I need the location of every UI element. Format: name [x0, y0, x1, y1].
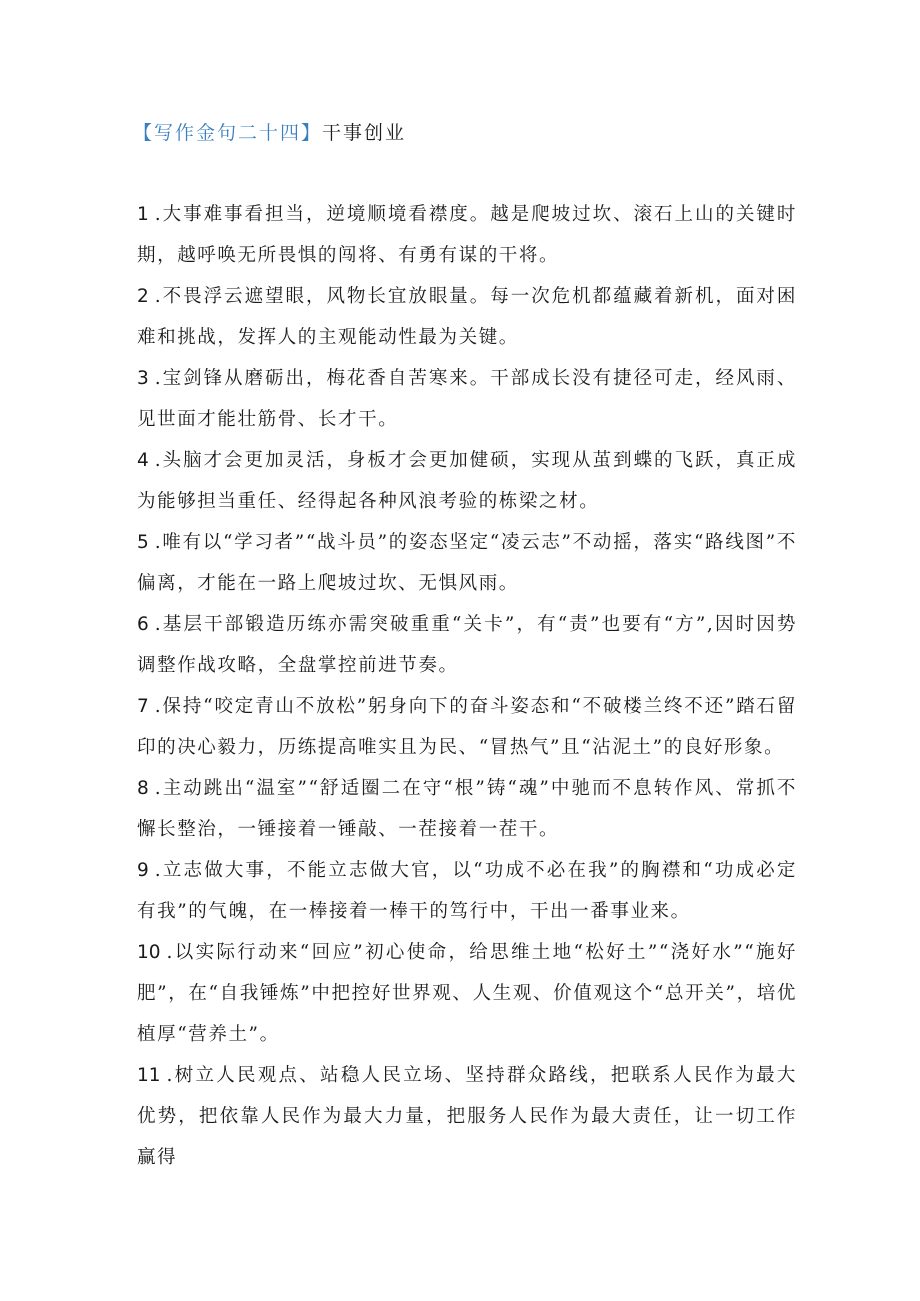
item-text: .保持“咬定青山不放松”躬身向下的奋斗姿态和“不破楼兰终不还”踏石留印的决心毅力，历练提高唯实且为民、“冒热气”且“沾泥土”的良好形象。 [137, 696, 797, 758]
list-item [137, 276, 797, 358]
list-item [137, 604, 797, 686]
item-text: .以实际行动来“回应”初心使命，给思维土地“松好土”“浇好水”“施好肥”，在“自我锤炼”中把控好世界观、人生观、价值观这个“总开关”，培优植厚“营养土”。 [137, 942, 797, 1045]
item-number: 6 [137, 614, 149, 635]
item-text: .头脑才会更加灵活，身板才会更加健硕，实现从茧到蝶的飞跃，真正成为能够担当重任、经得起各种风浪考验的栋梁之材。 [137, 450, 797, 512]
item-number: 2 [137, 286, 149, 307]
list-item [137, 686, 797, 768]
item-number: 8 [137, 778, 149, 799]
title-tag: 【写作金句二十四】 [133, 122, 323, 144]
item-number: 4 [137, 450, 149, 471]
list-item [137, 932, 797, 1055]
item-text: .大事难事看担当，逆境顺境看襟度。越是爬坡过坎、滚石上山的关键时期，越呼唤无所畏惧的闯将、有勇有谋的干将。 [137, 204, 797, 266]
item-text: .立志做大事，不能立志做大官，以“功成不必在我”的胸襟和“功成必定有我”的气魄，在一棒接着一棒干的笃行中，干出一番事业来。 [137, 860, 797, 922]
quote-list [137, 194, 797, 1178]
list-item [137, 850, 797, 932]
item-text: .宝剑锋从磨砺出，梅花香自苦寒来。干部成长没有捷径可走，经风雨、见世面才能壮筋骨、长才干。 [137, 368, 797, 430]
list-item [137, 522, 797, 604]
item-number: 11 [137, 1065, 161, 1086]
title-subject: 干事创业 [322, 122, 407, 144]
item-text: .不畏浮云遮望眼，风物长宜放眼量。每一次危机都蕴藏着新机，面对困难和挑战，发挥人的主观能动性最为关键。 [137, 286, 797, 348]
item-number: 3 [137, 368, 149, 389]
item-number: 10 [137, 942, 161, 963]
list-item [137, 358, 797, 440]
item-number: 5 [137, 532, 149, 553]
list-item [137, 768, 797, 850]
list-item [137, 194, 797, 276]
item-text: .唯有以“学习者”“战斗员”的姿态坚定“凌云志”不动摇，落实“路线图”不偏离，才能在一路上爬坡过坎、无惧风雨。 [137, 532, 797, 594]
item-text: .树立人民观点、站稳人民立场、坚持群众路线，把联系人民作为最大优势，把依靠人民作为最大力量，把服务人民作为最大责任，让一切工作赢得 [137, 1065, 797, 1168]
page-title [133, 118, 406, 148]
item-number: 1 [137, 204, 149, 225]
item-number: 9 [137, 860, 149, 881]
item-number: 7 [137, 696, 149, 717]
list-item [137, 1055, 797, 1178]
list-item [137, 440, 797, 522]
item-text: .基层干部锻造历练亦需突破重重“关卡”，有“责”也要有“方”,因时因势调整作战攻略，全盘掌控前进节奏。 [137, 614, 797, 676]
item-text: .主动跳出“温室”“舒适圈二在守“根”铸“魂”中驰而不息转作风、常抓不懈长整治，一锤接着一锤敲、一茬接着一茬干。 [137, 778, 797, 840]
